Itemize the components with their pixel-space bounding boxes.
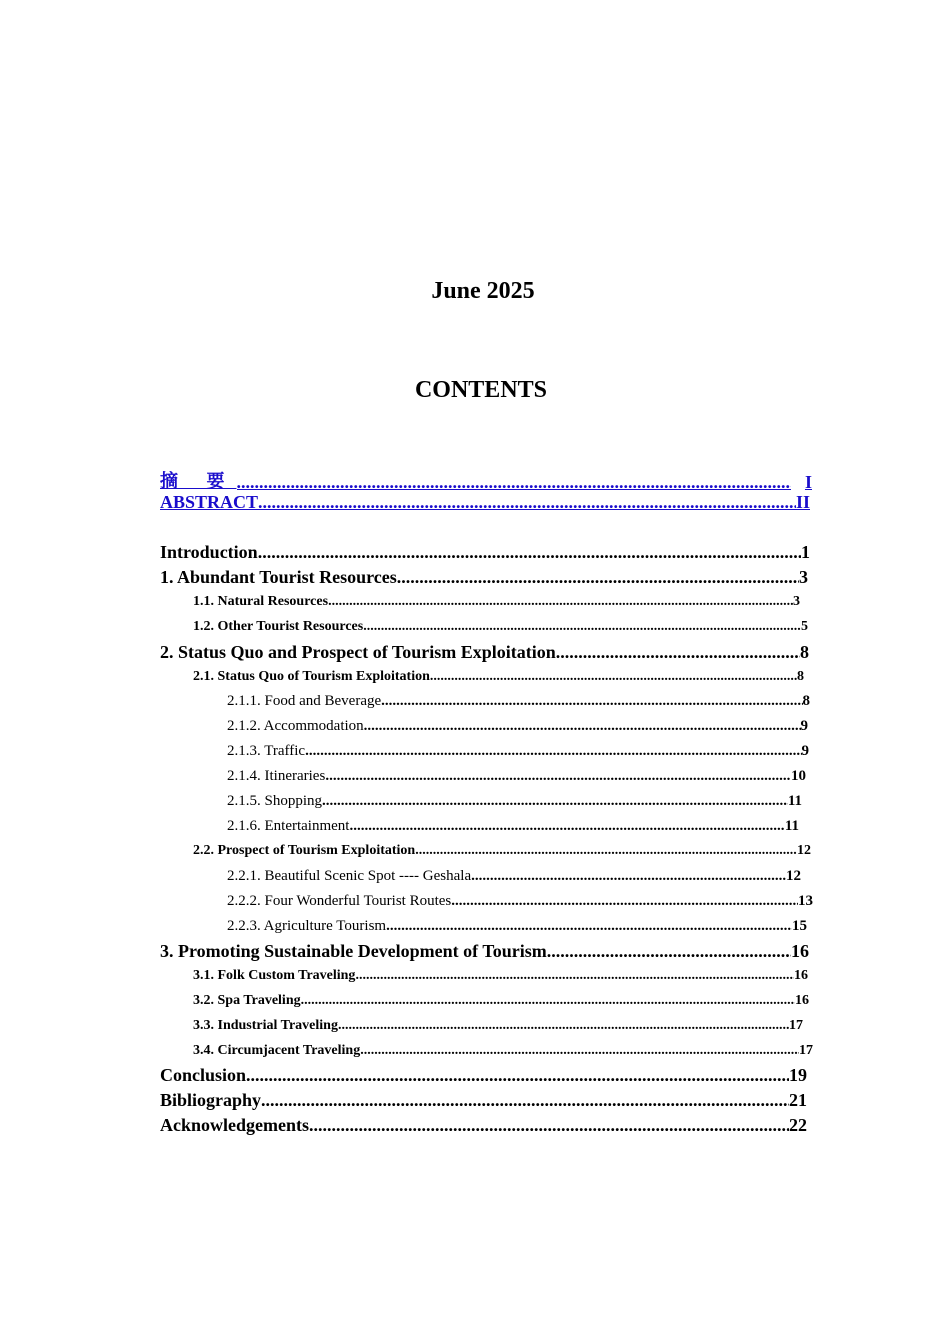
toc-entry[interactable] [160, 843, 811, 859]
toc-entry[interactable] [160, 743, 809, 760]
toc-entry[interactable] [160, 993, 809, 1009]
toc-link-abstract-en[interactable] [160, 492, 816, 513]
toc-entry[interactable] [160, 594, 800, 610]
toc-leader-dots [301, 993, 795, 1009]
toc-page-number: 8 [800, 642, 809, 662]
toc-entry-label: 3. Promoting Sustainable Development of Tourism [160, 941, 547, 961]
toc-entry-label: 1.2. Other Tourist Resources [193, 619, 364, 634]
toc-leader-dots [328, 594, 793, 610]
toc-page-number: 3 [799, 567, 808, 587]
toc-page-number: 17 [789, 1018, 803, 1033]
toc-entry[interactable] [160, 542, 810, 563]
toc-leader-dots [360, 1043, 799, 1059]
toc-entry-label: 2.2.2. Four Wonderful Tourist Routes [227, 893, 452, 909]
toc-leader-dots [237, 472, 791, 493]
toc-page-number: 19 [789, 1065, 807, 1085]
toc-leader-dots [305, 743, 801, 760]
toc-entry-label: 3.3. Industrial Traveling [193, 1018, 338, 1033]
toc-page-number: 11 [784, 818, 799, 834]
toc-page-number: 8 [802, 693, 810, 709]
toc-entry[interactable] [160, 718, 808, 735]
toc-entry-label: 2.2.1. Beautiful Scenic Spot ---- Geshala [227, 868, 472, 884]
toc-entry-label: Introduction [160, 542, 258, 562]
toc-entry-label: 3.2. Spa Traveling [193, 993, 301, 1008]
toc-page-number: 21 [789, 1090, 807, 1110]
toc-entry[interactable] [160, 818, 799, 835]
toc-entry[interactable] [160, 918, 807, 935]
toc-entry-label: Acknowledgements [160, 1115, 309, 1135]
toc-entry-label: 2.1.1. Food and Beverage [227, 693, 382, 709]
toc-entry-label: 2.1.4. Itineraries [227, 768, 326, 784]
toc-entry[interactable] [160, 619, 808, 635]
toc-leader-dots [430, 669, 797, 685]
toc-entry[interactable] [160, 893, 813, 910]
toc-entry-label: 2.1.2. Accommodation [227, 718, 364, 734]
toc-leader-dots [325, 768, 791, 785]
toc-page-number: 9 [800, 718, 808, 734]
toc-page-number: 3 [793, 594, 800, 609]
toc-entry[interactable] [160, 669, 804, 685]
toc-entry-label: 2.1.6. Entertainment [227, 818, 350, 834]
toc-entry[interactable] [160, 868, 801, 885]
toc-leader-dots [386, 918, 792, 935]
toc-leader-dots [381, 693, 802, 710]
toc-page-number[interactable]: I [804, 472, 812, 492]
toc-leader-dots [471, 868, 786, 885]
toc-entry[interactable] [160, 968, 808, 984]
toc-leader-dots [415, 843, 797, 859]
toc-entry[interactable] [160, 793, 802, 810]
toc-page-number: 8 [797, 669, 804, 684]
toc-entry-label: 2.2.3. Agriculture Tourism [227, 918, 387, 934]
toc-entry[interactable] [160, 1043, 813, 1059]
toc-page-number: 15 [792, 918, 807, 934]
toc-entry[interactable] [160, 642, 809, 663]
toc-page-number: 10 [791, 768, 806, 784]
toc-page-number: 5 [801, 619, 808, 634]
toc-entry[interactable] [160, 567, 808, 588]
toc-entry-label: 1.1. Natural Resources [193, 594, 329, 609]
toc-page-number: 16 [794, 968, 808, 983]
toc-entry-label: 3.1. Folk Custom Traveling [193, 968, 356, 983]
toc-page-number[interactable]: II [795, 492, 810, 512]
toc-page-number: 13 [798, 893, 813, 909]
contents-heading: CONTENTS [414, 377, 548, 403]
toc-entry-label: 2.2. Prospect of Tourism Exploitation [193, 843, 416, 858]
toc-leader-dots [355, 968, 794, 984]
toc-leader-dots [547, 941, 791, 962]
toc-leader-dots [309, 1115, 789, 1136]
toc-entry-label: 1. Abundant Tourist Resources [160, 567, 397, 587]
toc-page-number: 9 [801, 743, 809, 759]
toc-entry[interactable] [160, 693, 810, 710]
toc-page-number: 22 [789, 1115, 807, 1135]
toc-page-number: 16 [795, 993, 809, 1008]
toc-leader-dots [258, 542, 801, 563]
toc-leader-dots [258, 492, 796, 513]
toc-entry[interactable] [160, 768, 806, 785]
toc-link-abstract-cn[interactable] [160, 467, 816, 493]
toc-entry-label: Bibliography [160, 1090, 262, 1110]
toc-leader-dots [363, 619, 801, 635]
toc-entry-label: 2. Status Quo and Prospect of Tourism Exploitation [160, 642, 556, 662]
toc-leader-dots [451, 893, 798, 910]
toc-page-number: 12 [797, 843, 811, 858]
toc-entry-label: 3.4. Circumjacent Traveling [193, 1043, 361, 1058]
toc-leader-dots [338, 1018, 789, 1034]
toc-entry-label[interactable]: ABSTRACT [160, 492, 259, 512]
toc-entry[interactable] [160, 1018, 803, 1034]
toc-leader-dots [246, 1065, 789, 1086]
toc-entry[interactable] [160, 1090, 807, 1111]
toc-entry-label: Conclusion [160, 1065, 247, 1085]
toc-entry-label: 2.1. Status Quo of Tourism Exploitation [193, 669, 430, 684]
toc-entry-label: 2.1.3. Traffic [227, 743, 306, 759]
toc-page-number: 1 [801, 542, 810, 562]
toc-leader-dots [261, 1090, 789, 1111]
toc-entry-label[interactable]: 摘 要 [160, 471, 237, 491]
toc-leader-dots [397, 567, 799, 588]
toc-page-number: 17 [799, 1043, 813, 1058]
document-date: June 2025 [431, 278, 535, 304]
toc-entry[interactable] [160, 1115, 807, 1136]
toc-leader-dots [556, 642, 800, 663]
toc-leader-dots [364, 718, 801, 735]
toc-page-number: 11 [787, 793, 802, 809]
toc-page-number: 12 [786, 868, 801, 884]
toc-leader-dots [322, 793, 788, 810]
toc-entry[interactable] [160, 1065, 807, 1086]
toc-leader-dots [349, 818, 784, 835]
toc-entry-label: 2.1.5. Shopping [227, 793, 323, 809]
toc-page-number: 16 [791, 941, 809, 961]
toc-entry[interactable] [160, 941, 809, 962]
